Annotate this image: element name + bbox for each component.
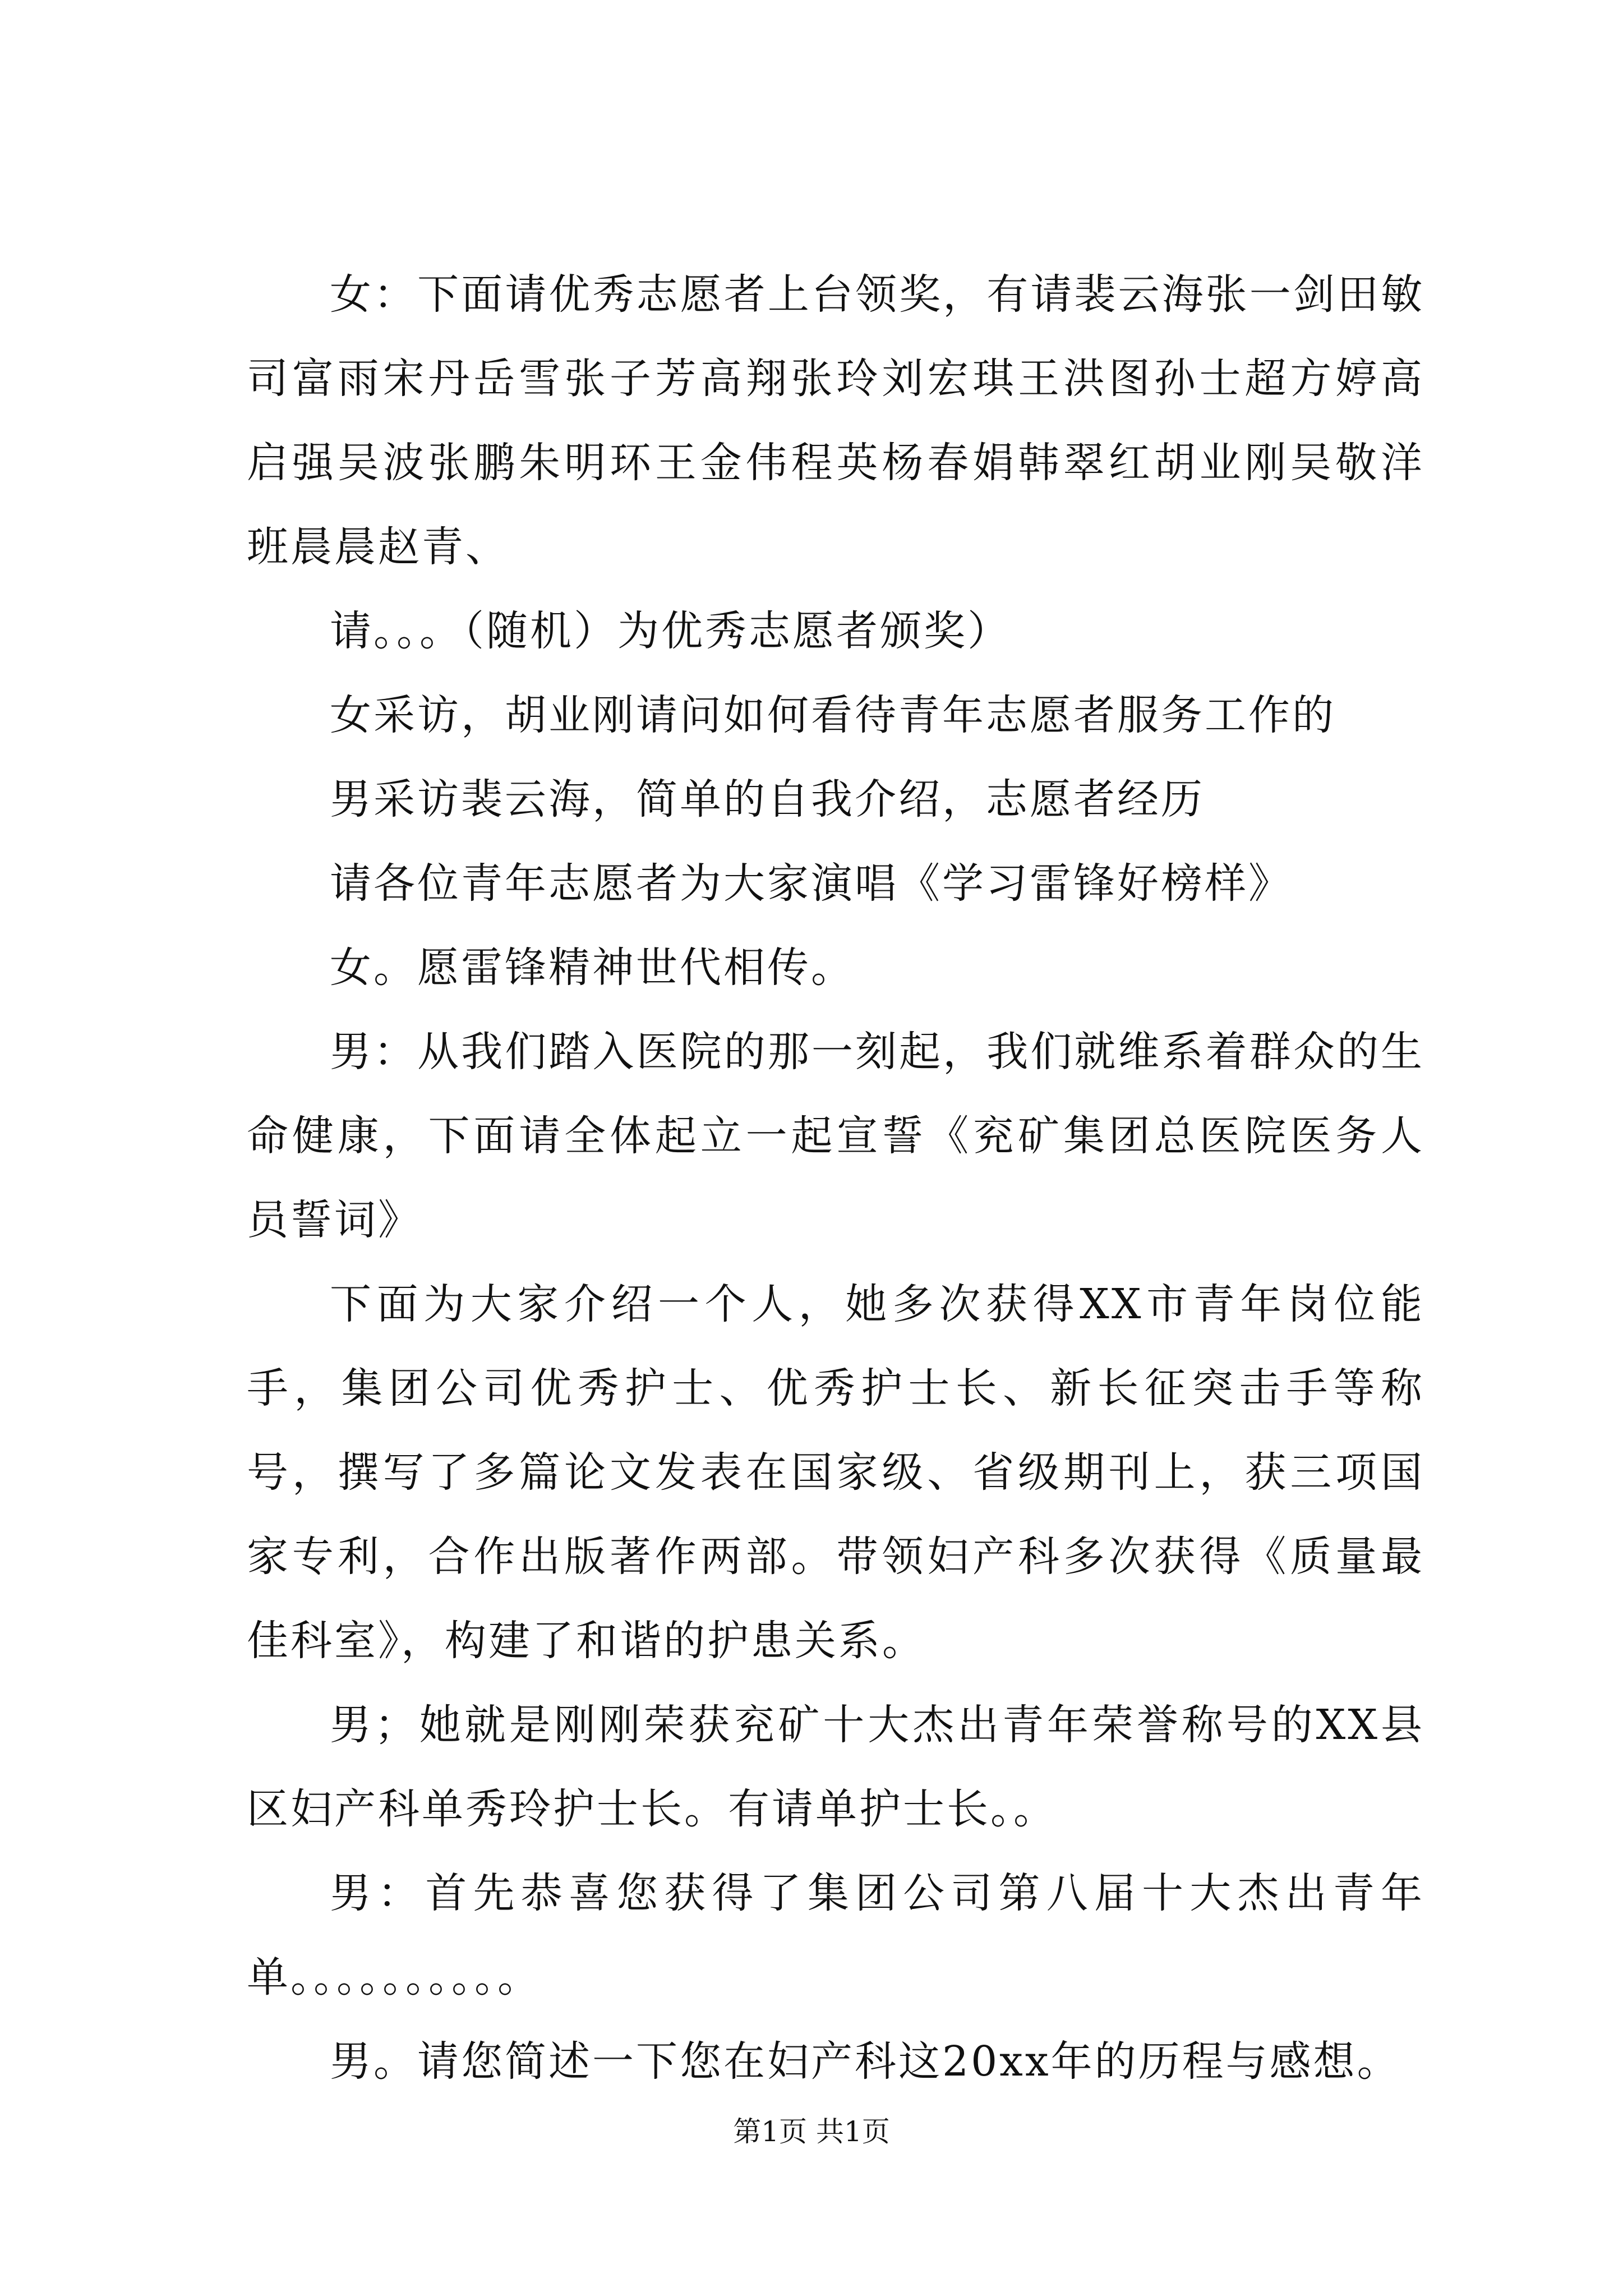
document-body: [247, 252, 1424, 2104]
paragraph-song: 请各位青年志愿者为大家演唱《学习雷锋好榜样》: [330, 859, 1292, 908]
paragraph-question: 男。请您简述一下您在妇产科这20xx年的历程与感想。: [330, 2037, 1401, 2086]
paragraph-introduction: 下面为大家介绍一个人，她多次获得XX市青年岗位能手，集团公司优秀护士、优秀护士长、新长征突击手等称号，撰写了多篇论文发表在国家级、省级期刊上，获三项国家专利，合作出版著作两部。带领妇产科多次获得《质量最佳科室》，构建了和谐的护患关系。: [247, 1280, 1424, 1665]
paragraph-head-nurse: 男；她就是刚刚荣获兖矿十大杰出青年荣誉称号的XX县区妇产科单秀玲护士长。有请单护士长。。: [247, 1701, 1424, 1833]
paragraph-oath: 男：从我们踏入医院的那一刻起，我们就维系着群众的生命健康，下面请全体起立一起宣誓《兖矿集团总医院医务人员誓词》: [247, 1028, 1424, 1244]
paragraph-award-volunteers: 女：下面请优秀志愿者上台领奖，有请裴云海张一剑田敏司富雨宋丹岳雪张子芳高翔张玲刘宏琪王洪图孙士超方婷高启强吴波张鹏朱明环王金伟程英杨春娟韩翠红胡业刚吴敬洋班晨晨赵青、: [247, 270, 1424, 571]
paragraph-present-awards: 请。。。（随机）为优秀志愿者颁奖）: [330, 607, 1011, 655]
page-footer: 第1页 共1页: [733, 2115, 890, 2148]
paragraph-interview-hu: 女采访，胡业刚请问如何看待青年志愿者服务工作的: [330, 691, 1336, 739]
paragraph-lei-feng-spirit: 女。愿雷锋精神世代相传。: [330, 944, 855, 992]
paragraph-congratulations: 男：首先恭喜您获得了集团公司第八届十大杰出青年单。。。。。。。。。。: [247, 1869, 1424, 2001]
paragraph-interview-pei: 男采访裴云海，简单的自我介绍，志愿者经历: [330, 775, 1205, 823]
